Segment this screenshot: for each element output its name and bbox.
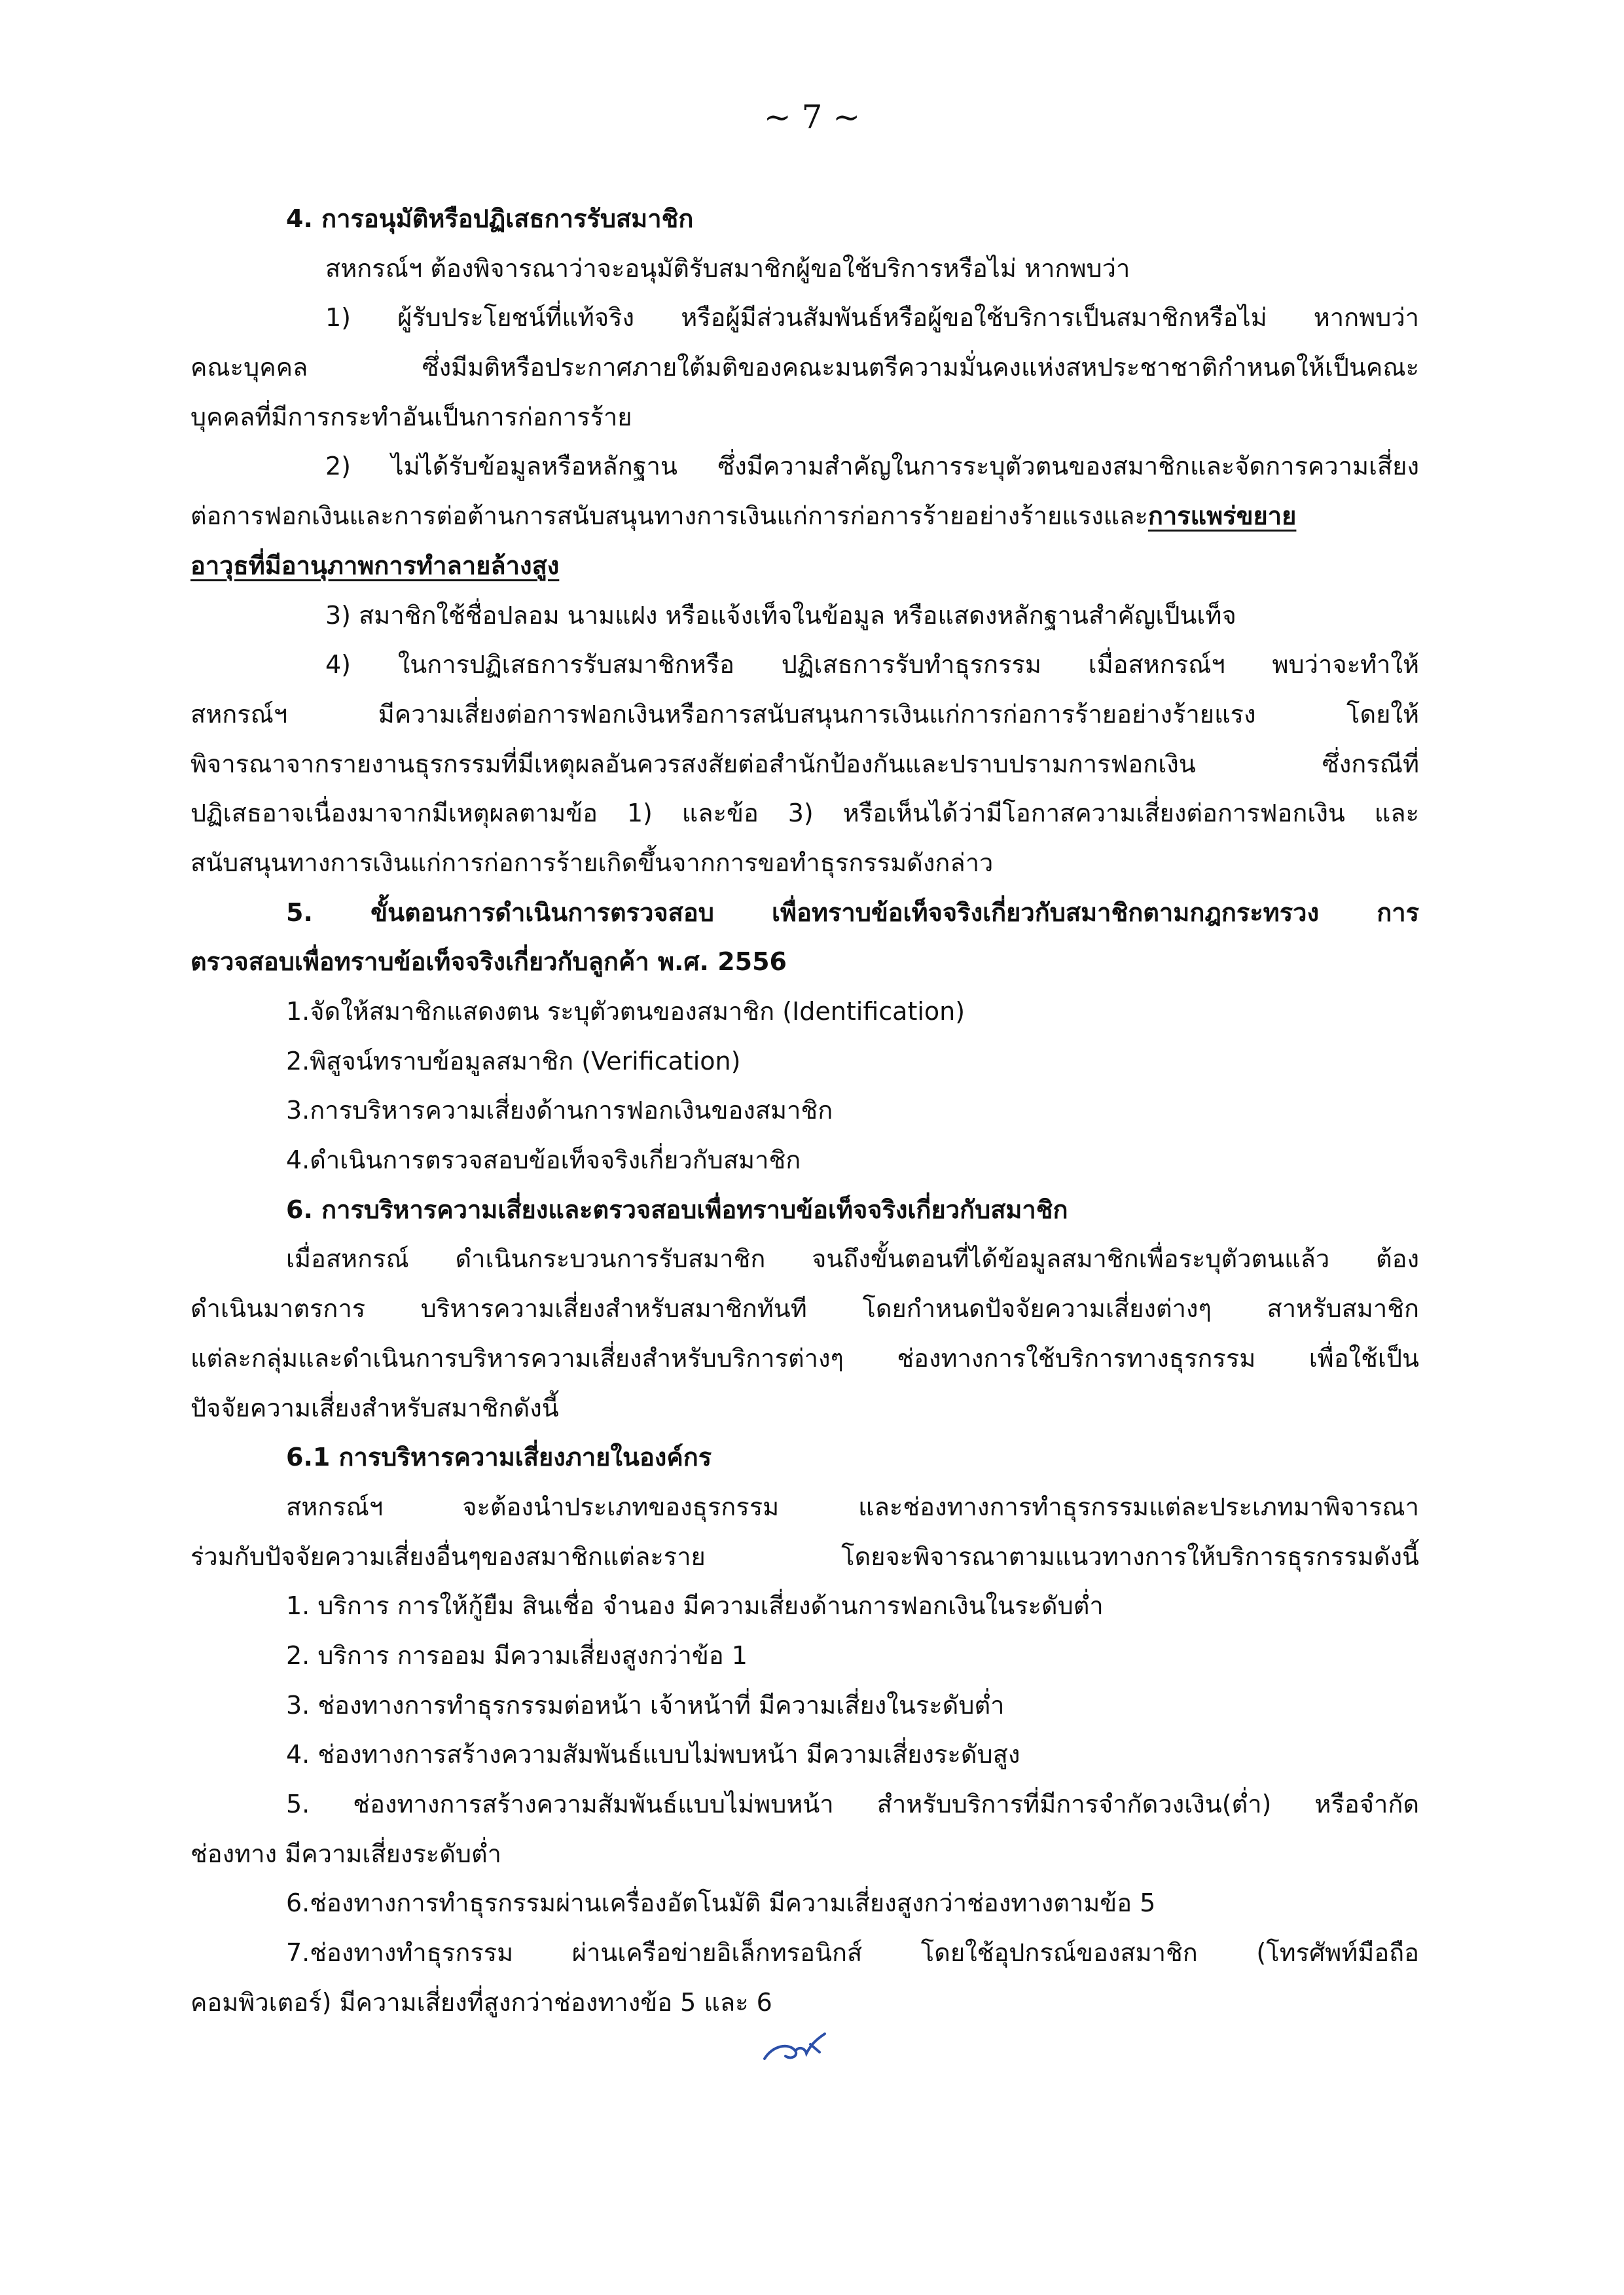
heading-5: 5. ขั้นตอนการดำเนินการตรวจสอบ เพื่อทราบข้อเท็จจริงเกี่ยวกับสมาชิกตามกฎกระทรวง การ: [286, 897, 1419, 927]
paragraph-line: ดำเนินมาตรการ บริหารความเสี่ยงสำหรับสมาชิกทันที โดยกำหนดปัจจัยความเสี่ยงต่างๆ สาหรับสมาชิก: [190, 1294, 1419, 1324]
list-item: 3.การบริหารความเสี่ยงด้านการฟอกเงินของสมาชิก: [286, 1096, 833, 1125]
paragraph-line: ช่องทาง มีความเสี่ยงระดับต่ำ: [190, 1839, 502, 1868]
list-item: 1.จัดให้สมาชิกแสดงตน ระบุตัวตนของสมาชิก (Identification): [286, 997, 965, 1026]
list-item: 1) ผู้รับประโยชน์ที่แท้จริง หรือผู้มีส่วนสัมพันธ์หรือผู้ขอใช้บริการเป็นสมาชิกหรือไม่ หากพบว่า: [325, 303, 1419, 333]
list-item: 4) ในการปฏิเสธการรับสมาชิกหรือ ปฏิเสธการรับทำธุรกรรม เมื่อสหกรณ์ฯ พบว่าจะทำให้: [325, 650, 1419, 679]
list-item: 2.พิสูจน์ทราบข้อมูลสมาชิก (Verification): [286, 1046, 741, 1075]
list-item: 5. ช่องทางการสร้างความสัมพันธ์แบบไม่พบหน้า สำหรับบริการที่มีการจำกัดวงเงิน(ต่ำ) หรือจำกัด: [286, 1790, 1419, 1818]
list-item: 2. บริการ การออม มีความเสี่ยงสูงกว่าข้อ 1: [286, 1640, 748, 1670]
list-item: 7.ช่องทางทำธุรกรรม ผ่านเครือข่ายอิเล็กทรอนิกส์ โดยใช้อุปกรณ์ของสมาชิก (โทรศัพท์มือถือ: [286, 1938, 1419, 1968]
heading-6: 6. การบริหารความเสี่ยงและตรวจสอบเพื่อทราบข้อเท็จจริงเกี่ยวกับสมาชิก: [286, 1195, 1068, 1224]
paragraph-line: ร่วมกับปัจจัยความเสี่ยงอื่นๆของสมาชิกแต่ละราย โดยจะพิจารณาตามแนวทางการให้บริการธุรกรรมดังนี้: [190, 1542, 1419, 1571]
paragraph-line: พิจารณาจากรายงานธุรกรรมที่มีเหตุผลอันควรสงสัยต่อสำนักป้องกันและปราบปรามการฟอกเงิน ซึ่งกรณีที่: [190, 749, 1419, 778]
signature-initials: [759, 2026, 831, 2065]
paragraph-line: สหกรณ์ฯ จะต้องนำประเภทของธุรกรรม และช่องทางการทำธุรกรรมแต่ละประเภทมาพิจารณา: [286, 1492, 1419, 1521]
paragraph-line: เมื่อสหกรณ์ ดำเนินกระบวนการรับสมาชิก จนถึงขั้นตอนที่ได้ข้อมูลสมาชิกเพื่อระบุตัวตนแล้ว ต้อง: [286, 1244, 1419, 1274]
paragraph-line: [190, 492, 1419, 541]
list-item: 1. บริการ การให้กู้ยืม สินเชื่อ จำนอง มีความเสี่ยงด้านการฟอกเงินในระดับต่ำ: [286, 1591, 1104, 1621]
list-item: 6.ช่องทางการทำธุรกรรมผ่านเครื่องอัตโนมัติ มีความเสี่ยงสูงกว่าช่องทางตามข้อ 5: [286, 1888, 1156, 1918]
paragraph-line: ปฏิเสธอาจเนื่องมาจากมีเหตุผลตามข้อ 1) และข้อ 3) หรือเห็นได้ว่ามีโอกาสความเสี่ยงต่อการฟอกเงิน และ: [190, 799, 1419, 828]
paragraph-line: สหกรณ์ฯ ต้องพิจารณาว่าจะอนุมัติรับสมาชิกผู้ขอใช้บริการหรือไม่ หากพบว่า: [325, 253, 1130, 283]
paragraph-line: คอมพิวเตอร์) มีความเสี่ยงที่สูงกว่าช่องทางข้อ 5 และ 6: [190, 1987, 772, 2017]
document-body: [190, 194, 1419, 2027]
paragraph-line: สหกรณ์ฯ มีความเสี่ยงต่อการฟอกเงินหรือการสนับสนุนการเงินแก่การก่อการร้ายอย่างร้ายแรง โดยให้: [190, 699, 1419, 729]
paragraph-line: แต่ละกลุ่มและดำเนินการบริหารความเสี่ยงสำหรับบริการต่างๆ ช่องทางการใช้บริการทางธุรกรรม เพื่อใช้เป็น: [190, 1343, 1419, 1373]
heading-4: 4. การอนุมัติหรือปฏิเสธการรับสมาชิก: [286, 204, 694, 233]
page-number: ~ 7 ~: [763, 98, 861, 136]
list-item: 3. ช่องทางการทำธุรกรรมต่อหน้า เจ้าหน้าที่ มีความเสี่ยงในระดับต่ำ: [286, 1690, 1005, 1720]
paragraph-line: ปัจจัยความเสี่ยงสำหรับสมาชิกดังนี้: [190, 1393, 559, 1422]
list-item: 2) ไม่ได้รับข้อมูลหรือหลักฐาน ซึ่งมีความสำคัญในการระบุตัวตนของสมาชิกและจัดการความเสี่ยง: [325, 452, 1419, 481]
emphasis-text: การแพร่ขยาย: [1147, 501, 1297, 531]
list-item: 4. ช่องทางการสร้างความสัมพันธ์แบบไม่พบหน้า มีความเสี่ยงระดับสูง: [286, 1740, 1020, 1769]
paragraph-line: บุคคลที่มีการกระทำอันเป็นการก่อการร้าย: [190, 402, 632, 431]
paragraph-line: สนับสนุนทางการเงินแก่การก่อการร้ายเกิดขึ้นจากการขอทำธุรกรรมดังกล่าว: [190, 848, 994, 877]
emphasis-line: อาวุธที่มีอานุภาพการทำลายล้างสูง: [190, 551, 560, 580]
list-item: 4.ดำเนินการตรวจสอบข้อเท็จจริงเกี่ยวกับสมาชิก: [286, 1146, 801, 1175]
heading-5-cont: ตรวจสอบเพื่อทราบข้อเท็จจริงเกี่ยวกับลูกค้า พ.ศ. 2556: [190, 947, 787, 977]
paragraph-line: คณะบุคคล ซึ่งมีมติหรือประกาศภายใต้มติของคณะมนตรีความมั่นคงแห่งสหประชาชาติกำหนดให้เป็นคณะ: [190, 353, 1419, 382]
paragraph-text: ต่อการฟอกเงินและการต่อต้านการสนับสนุนทางการเงินแก่การก่อการร้ายอย่างร้ายแรงและ: [190, 501, 1148, 531]
heading-6-1: 6.1 การบริหารความเสี่ยงภายในองค์กร: [286, 1443, 712, 1472]
list-item: 3) สมาชิกใช้ชื่อปลอม นามแฝง หรือแจ้งเท็จในข้อมูล หรือแสดงหลักฐานสำคัญเป็นเท็จ: [325, 600, 1236, 630]
